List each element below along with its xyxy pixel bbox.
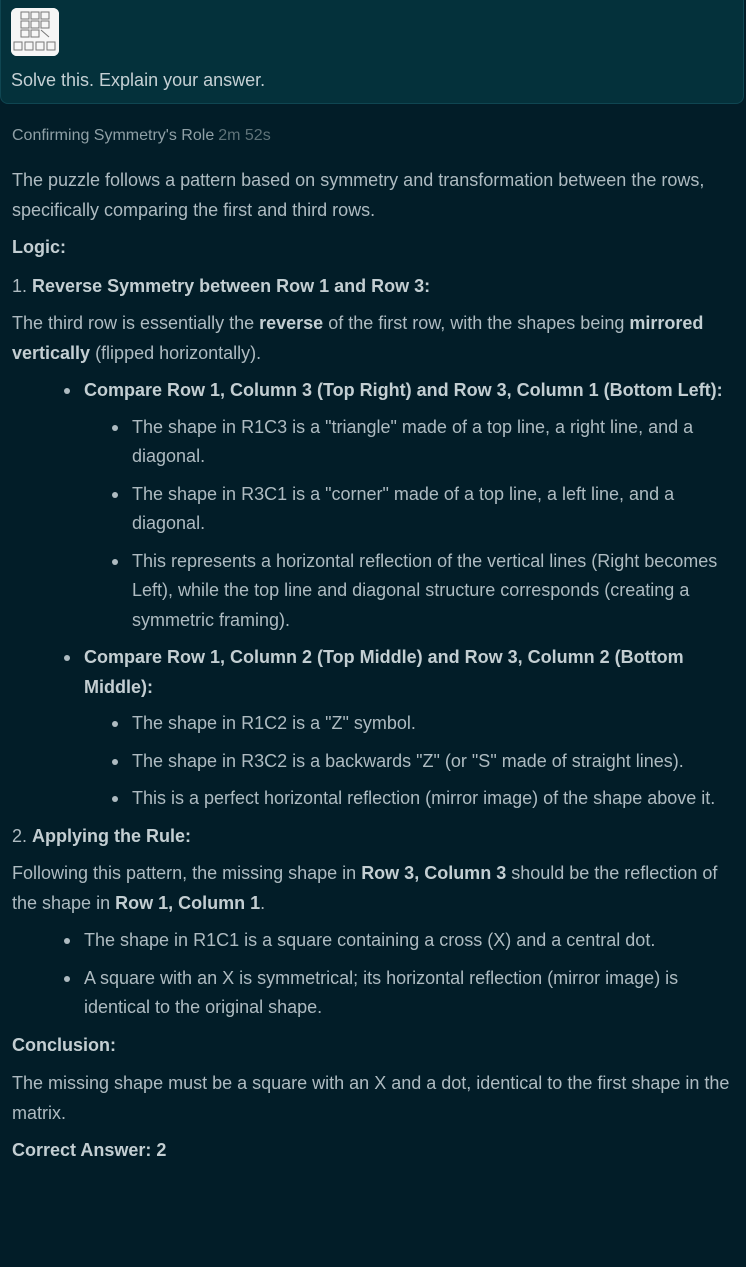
list-item: The shape in R1C3 is a "triangle" made of a top line, a right line, and a diagonal.	[132, 413, 736, 472]
step-2-heading: 2. Applying the Rule:	[12, 825, 192, 846]
list-item: The shape in R1C2 is a "Z" symbol.	[132, 709, 736, 739]
list-item: The shape in R3C2 is a backwards "Z" (or "S" made of straight lines).	[132, 747, 736, 777]
list-item: This is a perfect horizontal reflection (mirror image) of the shape above it.	[132, 784, 736, 814]
compare-1-item: Compare Row 1, Column 3 (Top Right) and Row 3, Column 1 (Bottom Left): The shape in R1C3 is a "triangle" made of a top line, a right line, and a diagonal. The shape in R3C1 is a "corner" made of a top line, a left line, and a diagonal. This represents a horizontal reflection of the vertical lines (Right becomes Left), while the top line and diagonal structure corresponds (creating a symmetric framing).	[84, 376, 736, 635]
conclusion-heading: Conclusion:	[12, 1034, 116, 1055]
image-thumbnail-icon[interactable]	[11, 8, 59, 56]
list-item: The shape in R3C1 is a "corner" made of a top line, a left line, and a diagonal.	[132, 480, 736, 539]
logic-heading: Logic:	[12, 237, 66, 257]
step-1-paragraph: The third row is essentially the reverse of the first row, with the shapes being mirrored vertically (flipped horizontally).	[12, 313, 704, 363]
step-2-paragraph: Following this pattern, the missing shape in Row 3, Column 3 should be the reflection of the shape in Row 1, Column 1.	[12, 863, 718, 913]
step-1-heading: 1. Reverse Symmetry between Row 1 and Row 3:	[12, 275, 431, 296]
conclusion-paragraph: The missing shape must be a square with an X and a dot, identical to the first shape in the matrix.	[12, 1073, 730, 1123]
comparison-list	[12, 376, 736, 814]
user-message-text: Solve this. Explain your answer.	[11, 70, 266, 90]
rule-list	[12, 926, 736, 1023]
compare-2-item: Compare Row 1, Column 2 (Top Middle) and Row 3, Column 2 (Bottom Middle): The shape in R1C2 is a "Z" symbol. The shape in R3C2 is a backwards "Z" (or "S" made of straight lines). This is a perfect horizontal reflection (mirror image) of the shape above it.	[84, 643, 736, 814]
list-item: This represents a horizontal reflection of the vertical lines (Right becomes Left), while the top line and diagonal structure corresponds (creating a symmetric framing).	[132, 547, 736, 636]
user-message	[0, 0, 744, 104]
assistant-response	[12, 166, 736, 1174]
thinking-label: Confirming Symmetry's Role	[12, 127, 215, 144]
intro-paragraph: The puzzle follows a pattern based on symmetry and transformation between the rows, specifically comparing the first and third rows.	[12, 170, 705, 220]
thinking-duration: 2m 52s	[218, 127, 271, 144]
thinking-summary-toggle[interactable]	[12, 127, 271, 145]
list-item: The shape in R1C1 is a square containing a cross (X) and a central dot.	[84, 926, 736, 956]
correct-answer: Correct Answer: 2	[12, 1140, 167, 1160]
list-item: A square with an X is symmetrical; its horizontal reflection (mirror image) is identical to the original shape.	[84, 964, 736, 1023]
